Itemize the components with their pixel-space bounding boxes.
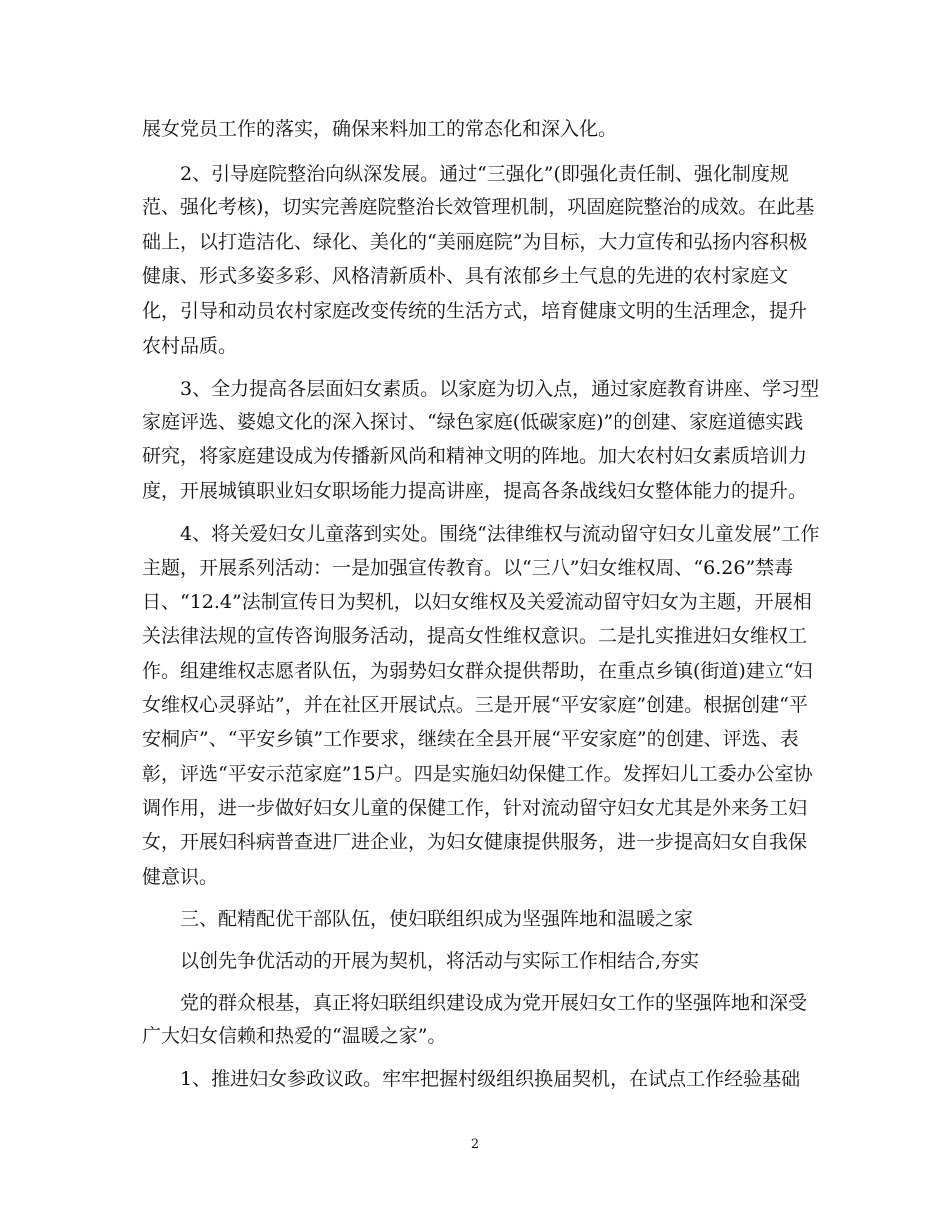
text-line: 以创先争优活动的开展为契机，将活动与实际工作相结合,夯实: [180, 950, 700, 972]
text-line: 化，引导和动员农村家庭改变传统的生活方式，培育健康文明的生活理念，提升: [142, 300, 808, 322]
text-line: 女维权心灵驿站”，并在社区开展试点。三是开展“平安家庭”创建。根据创建“平: [142, 694, 808, 716]
text-line: 1、推进妇女参政议政。牢牢把握村级组织换届契机，在试点工作经验基础: [180, 1068, 801, 1090]
text-line: 础上，以打造洁化、绿化、美化的“美丽庭院”为目标，大力宣传和弘扬内容积极: [142, 231, 808, 253]
text-line: 家庭评选、婆媳文化的深入探讨、“绿色家庭(低碳家庭)”的创建、家庭道德实践: [142, 411, 804, 433]
text-line: 健意识。: [142, 866, 219, 888]
text-line: 党的群众根基，真正将妇联组织建设成为党开展妇女工作的坚强阵地和深受: [180, 992, 808, 1014]
page-number: 2: [470, 1137, 480, 1152]
section-heading: 三、配精配优干部队伍，使妇联组织成为坚强阵地和温暖之家: [180, 908, 694, 930]
text-line: 2、引导庭院整治向纵深发展。通过“三强化”(即强化责任制、强化制度规: [180, 163, 789, 185]
text-line: 调作用，进一步做好妇女儿童的保健工作，针对流动留守妇女尤其是外来务工妇: [142, 797, 808, 819]
text-line: 度，开展城镇职业妇女职场能力提高讲座，提高各条战线妇女整体能力的提升。: [142, 480, 808, 502]
text-line: 作。组建维权志愿者队伍，为弱势妇女群众提供帮助，在重点乡镇(街道)建立“妇: [142, 660, 813, 682]
text-line: 研究，将家庭建设成为传播新风尚和精神文明的阵地。加大农村妇女素质培训力: [142, 445, 808, 467]
text-line: 广大妇女信赖和热爱的“温暖之家”。: [142, 1025, 447, 1047]
text-line: 3、全力提高各层面妇女素质。以家庭为切入点，通过家庭教育讲座、学习型: [180, 378, 820, 400]
text-line: 展女党员工作的落实，确保来料加工的常态化和深入化。: [142, 118, 618, 140]
text-line: 健康、形式多姿多彩、风格清新质朴、具有浓郁乡土气息的先进的农村家庭文: [142, 265, 789, 287]
text-line: 彰，评选“平安示范家庭”15户。四是实施妇幼保健工作。发挥妇儿工委办公室协: [142, 763, 813, 785]
text-line: 范、强化考核)，切实完善庭院整治长效管理机制，巩固庭院整治的成效。在此基: [142, 196, 815, 218]
text-line: 4、将关爱妇女儿童落到实处。围绕“法律维权与流动留守妇女儿童发展”工作: [180, 523, 820, 545]
text-line: 安桐庐”、“平安乡镇”工作要求，继续在全县开展“平安家庭”的创建、评选、表: [142, 728, 799, 750]
text-line: 农村品质。: [142, 335, 238, 357]
text-line: 主题，开展系列活动：一是加强宣传教育。以“三八”妇女维权周、“6.26”禁毒: [142, 557, 794, 579]
text-line: 日、“12.4”法制宣传日为契机，以妇女维权及关爱流动留守妇女为主题，开展相: [142, 591, 812, 613]
text-line: 关法律法规的宣传咨询服务活动，提高女性维权意识。二是扎实推进妇女维权工: [142, 625, 808, 647]
text-line: 女，开展妇科病普查进厂进企业，为妇女健康提供服务，进一步提高妇女自我保: [142, 831, 808, 853]
